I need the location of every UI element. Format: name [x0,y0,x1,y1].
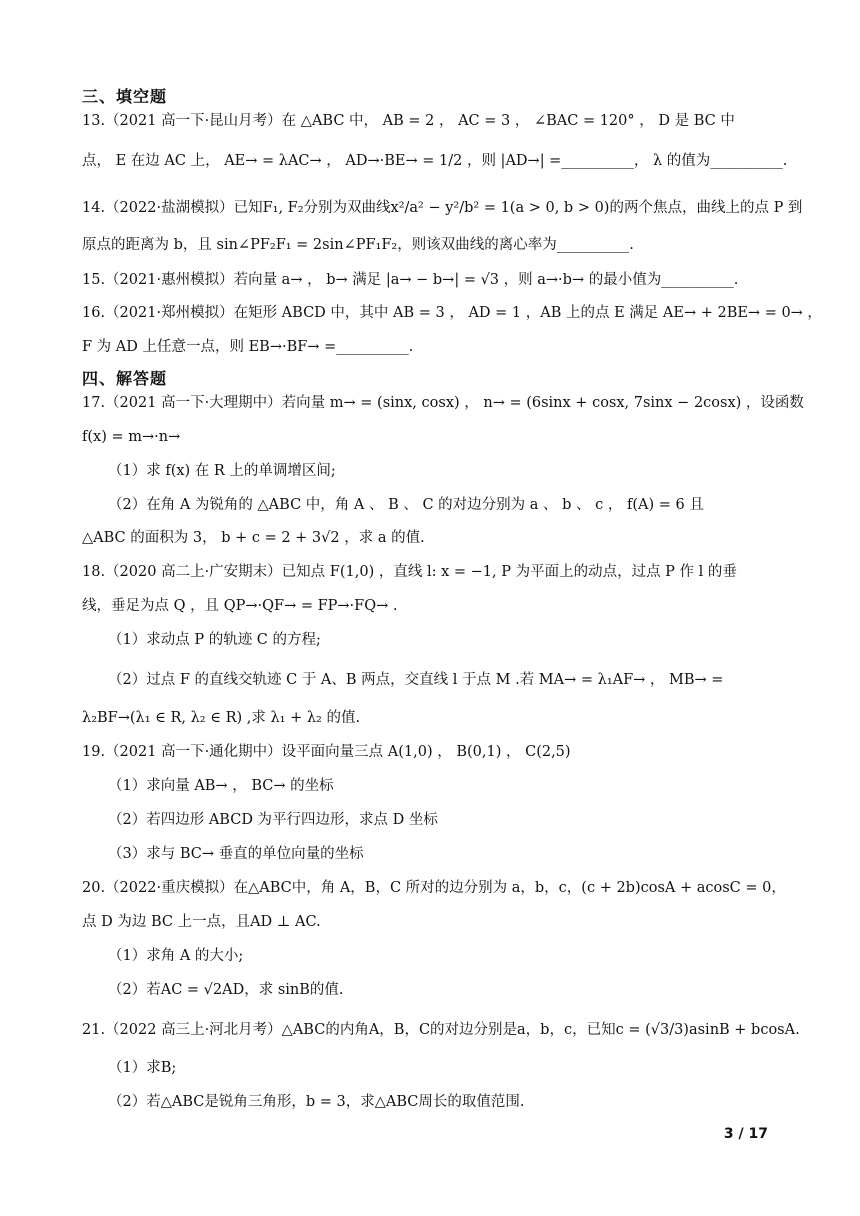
question-20-part-1: （1）求角 A 的大小; [108,948,244,964]
question-19-part-3: （3）求与 BC→ 垂直的单位向量的坐标 [108,846,364,862]
question-17-part-1: （1）求 f(x) 在 R 上的单调增区间; [108,463,336,479]
question-20-line-1: 20.（2022·重庆模拟）在△ABC中，角 A，B，C 所对的边分别为 a，b，c，(c + 2b)cosA + acosC = 0， [82,880,786,896]
question-20-line-2: 点 D 为边 BC 上一点，且AD ⊥ AC. [82,914,321,930]
question-18-line-2: 线，垂足为点 Q ，且 QP→·QF→ = FP→·FQ→ . [82,598,398,614]
question-17-part-2a: （2）在角 A 为锐角的 △ABC 中，角 A 、 B 、 C 的对边分别为 a 、 b 、 c ， f(A) = 6 且 [108,497,704,513]
question-18-part-2a: （2）过点 F 的直线交轨迹 C 于 A、B 两点，交直线 l 于点 M .若 MA→ = λ₁AF→ ， MB→ = [108,672,724,688]
question-13-line-1: 13.（2021 高一下·昆山月考）在 △ABC 中， AB = 2 ， AC = 3 ， ∠BAC = 120° ， D 是 BC 中 [82,113,735,129]
question-17-part-2b: △ABC 的面积为 3， b + c = 2 + 3√2 ，求 a 的值. [82,530,425,546]
question-19-part-1: （1）求向量 AB→ ， BC→ 的坐标 [108,778,334,794]
question-17-line-2: f(x) = m→·n→ [82,429,181,445]
question-19-line-1: 19.（2021 高一下·通化期中）设平面向量三点 A(1,0) ， B(0,1) ， C(2,5) [82,744,571,760]
question-20-part-2: （2）若AC = √2AD，求 sinB的值. [108,982,344,998]
question-14-line-2: 原点的距离为 b，且 sin∠PF₂F₁ = 2sin∠PF₁F₂，则该双曲线的离心率为__________. [82,237,634,253]
question-21-part-2: （2）若△ABC是锐角三角形，b = 3，求△ABC周长的取值范围. [108,1094,525,1110]
question-19-part-2: （2）若四边形 ABCD 为平行四边形，求点 D 坐标 [108,812,438,828]
question-15: 15.（2021·惠州模拟）若向量 a→ ， b→ 满足 |a→ − b→| = √3 ，则 a→·b→ 的最小值为__________. [82,272,739,288]
question-18-part-1: （1）求动点 P 的轨迹 C 的方程; [108,632,321,648]
section-heading-solve: 四、解答题 [82,369,168,388]
question-18-line-1: 18.（2020 高二上·广安期末）已知点 F(1,0) ，直线 l: x = −1, P 为平面上的动点，过点 P 作 l 的垂 [82,564,737,580]
question-13-line-2: 点， E 在边 AC 上， AE→ = λAC→ ， AD→·BE→ = 1/2 ，则 |AD→| =__________， λ 的值为__________. [82,153,788,169]
question-17-line-1: 17.（2021 高一下·大理期中）若向量 m→ = (sinx, cosx) ， n→ = (6sinx + cosx, 7sinx − 2cosx) ，设函数 [82,395,804,411]
section-heading-fill-in: 三、填空题 [82,87,168,106]
question-21-part-1: （1）求B; [108,1060,177,1076]
question-18-part-2b: λ₂BF→(λ₁ ∈ R, λ₂ ∈ R) ,求 λ₁ + λ₂ 的值. [82,710,361,726]
question-16-line-1: 16.（2021·郑州模拟）在矩形 ABCD 中，其中 AB = 3 ， AD = 1 ，AB 上的点 E 满足 AE→ + 2BE→ = 0→ ， [82,305,822,321]
question-21-line-1: 21.（2022 高三上·河北月考）△ABC的内角A，B，C的对边分别是a，b，c，已知c = (√3/3)asinB + bcosA. [82,1022,800,1038]
page-number: 3 / 17 [723,1126,768,1142]
question-14-line-1: 14.（2022·盐湖模拟）已知F₁, F₂分别为双曲线x²/a² − y²/b² = 1(a > 0, b > 0)的两个焦点，曲线上的点 P 到 [82,200,803,216]
question-16-line-2: F 为 AD 上任意一点，则 EB→·BF→ =__________. [82,339,414,355]
